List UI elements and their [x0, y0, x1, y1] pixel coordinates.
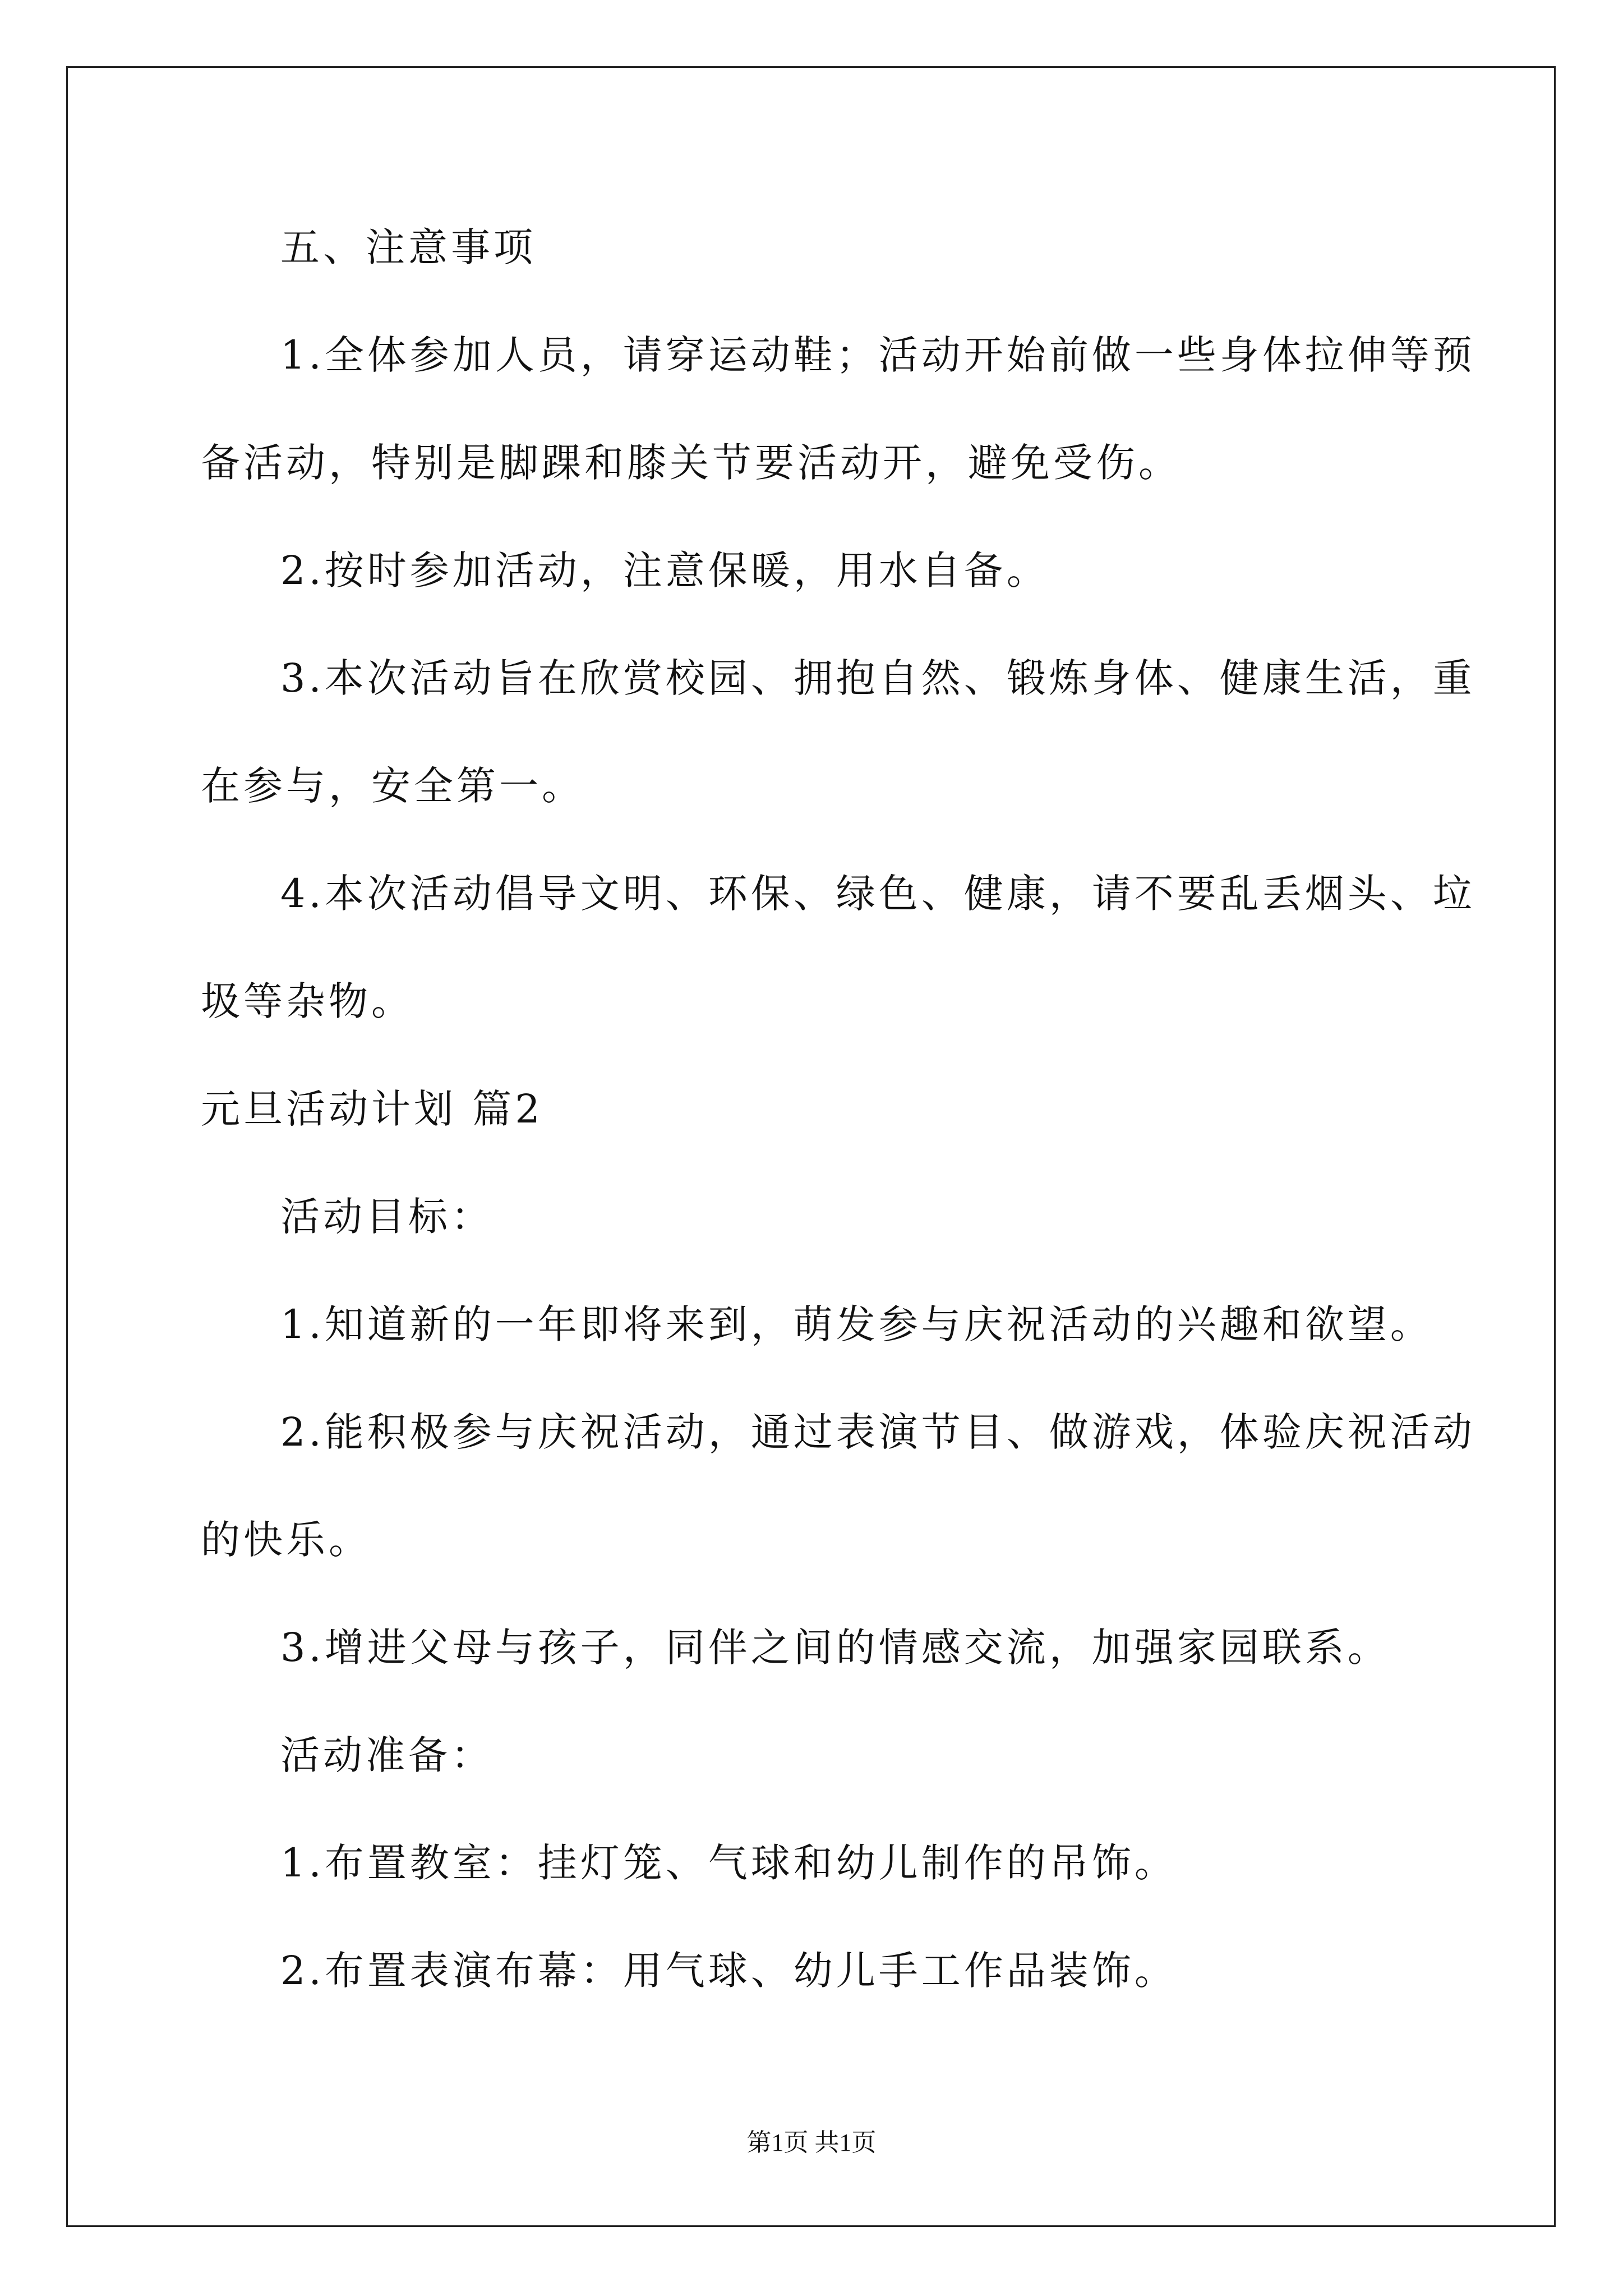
article-title: 元旦活动计划 篇2 [201, 1086, 543, 1132]
paragraph-line: 1.布置教室：挂灯笼、气球和幼儿制作的吊饰。 [280, 1840, 1177, 1886]
paragraph-line: 1.全体参加人员，请穿运动鞋；活动开始前做一些身体拉伸等预 [280, 332, 1476, 378]
paragraph-line: 圾等杂物。 [201, 978, 414, 1024]
paragraph-line: 2.布置表演布幕：用气球、幼儿手工作品装饰。 [280, 1948, 1177, 1994]
paragraph-line: 2.能积极参与庆祝活动，通过表演节目、做游戏，体验庆祝活动 [280, 1409, 1476, 1455]
paragraph-line: 在参与，安全第一。 [201, 763, 584, 809]
page-border [66, 66, 1556, 2227]
page-footer: 第1页 共1页 [746, 2129, 877, 2156]
paragraph-line: 4.本次活动倡导文明、环保、绿色、健康，请不要乱丢烟头、垃 [280, 871, 1476, 917]
paragraph-line: 备活动，特别是脚踝和膝关节要活动开，避免受伤。 [201, 440, 1181, 486]
paragraph-line: 2.按时参加活动，注意保暖，用水自备。 [280, 547, 1049, 593]
section-heading-goals: 活动目标： [280, 1194, 494, 1240]
paragraph-line: 1.知道新的一年即将来到，萌发参与庆祝活动的兴趣和欲望。 [280, 1301, 1433, 1347]
paragraph-line: 的快乐。 [201, 1517, 371, 1563]
section-heading-prep: 活动准备： [280, 1732, 494, 1778]
paragraph-line: 3.增进父母与孩子，同伴之间的情感交流，加强家园联系。 [280, 1625, 1390, 1671]
section-heading-notes: 五、注意事项 [280, 224, 536, 270]
paragraph-line: 3.本次活动旨在欣赏校园、拥抱自然、锻炼身体、健康生活，重 [280, 655, 1476, 701]
